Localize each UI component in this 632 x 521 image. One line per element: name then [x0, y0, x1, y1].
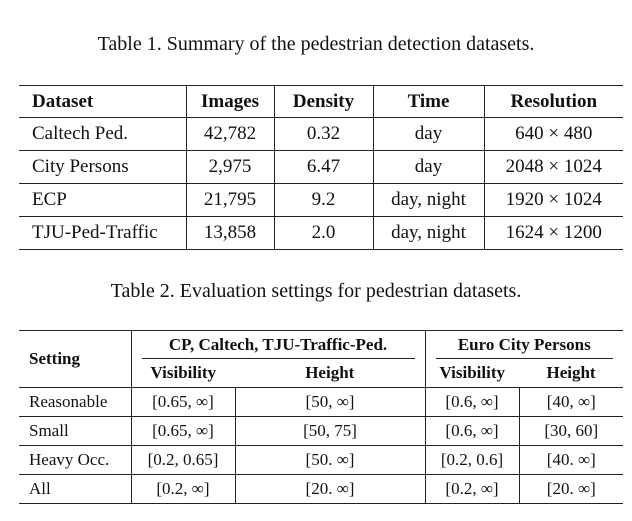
- cell-resolution: 640 × 480: [484, 118, 623, 151]
- cell-setting: Small: [19, 417, 131, 446]
- subheader-height: Height: [235, 359, 425, 388]
- header-group-euro-city-persons: [425, 331, 623, 360]
- cell-height: [50, 75]: [235, 417, 425, 446]
- table-row: [19, 446, 623, 475]
- cell-setting: Heavy Occ.: [19, 446, 131, 475]
- table-group-header-row: [19, 331, 623, 360]
- header-dataset: Dataset: [19, 86, 186, 118]
- cell-time: day: [373, 118, 484, 151]
- cell-time: day, night: [373, 217, 484, 250]
- cell-height: [50, ∞]: [235, 388, 425, 417]
- table-row: [19, 217, 623, 250]
- table-row: [19, 118, 623, 151]
- cell-images: 2,975: [186, 151, 274, 184]
- table2-caption: Table 2. Evaluation settings for pedestrian datasets.: [110, 280, 522, 302]
- cell-height: [30, 60]: [519, 417, 623, 446]
- cell-density: 0.32: [274, 118, 373, 151]
- cell-visibility: [0.65, ∞]: [131, 417, 235, 446]
- cell-visibility: [0.2, ∞]: [425, 475, 519, 504]
- table1-caption: Table 1. Summary of the pedestrian detection datasets.: [97, 33, 535, 55]
- cell-density: 9.2: [274, 184, 373, 217]
- cell-resolution: 1624 × 1200: [484, 217, 623, 250]
- table-row: [19, 388, 623, 417]
- cell-setting: All: [19, 475, 131, 504]
- cell-visibility: [0.6, ∞]: [425, 388, 519, 417]
- table-row: [19, 417, 623, 446]
- cell-height: [40, ∞]: [519, 388, 623, 417]
- cell-height: [50. ∞]: [235, 446, 425, 475]
- cell-height: [20. ∞]: [235, 475, 425, 504]
- table-row: [19, 475, 623, 504]
- datasets-summary-table: [19, 85, 623, 250]
- header-setting: Setting: [19, 331, 131, 388]
- header-time: Time: [373, 86, 484, 118]
- cell-time: day, night: [373, 184, 484, 217]
- cell-density: 6.47: [274, 151, 373, 184]
- cell-setting: Reasonable: [19, 388, 131, 417]
- subheader-visibility: Visibility: [131, 359, 235, 388]
- subheader-visibility: Visibility: [425, 359, 519, 388]
- cell-visibility: [0.6, ∞]: [425, 417, 519, 446]
- cell-visibility: [0.2, 0.65]: [131, 446, 235, 475]
- evaluation-settings-table: [19, 330, 623, 504]
- cell-dataset: Caltech Ped.: [19, 118, 186, 151]
- header-images: Images: [186, 86, 274, 118]
- header-density: Density: [274, 86, 373, 118]
- cell-visibility: [0.65, ∞]: [131, 388, 235, 417]
- cell-time: day: [373, 151, 484, 184]
- group-label: CP, Caltech, TJU-Traffic-Ped.: [142, 331, 415, 359]
- subheader-height: Height: [519, 359, 623, 388]
- table-header-row: [19, 86, 623, 118]
- table-row: [19, 151, 623, 184]
- cell-resolution: 2048 × 1024: [484, 151, 623, 184]
- cell-images: 13,858: [186, 217, 274, 250]
- header-resolution: Resolution: [484, 86, 623, 118]
- cell-images: 42,782: [186, 118, 274, 151]
- cell-dataset: TJU-Ped-Traffic: [19, 217, 186, 250]
- cell-height: [40. ∞]: [519, 446, 623, 475]
- group-label: Euro City Persons: [436, 331, 614, 359]
- cell-dataset: City Persons: [19, 151, 186, 184]
- cell-dataset: ECP: [19, 184, 186, 217]
- table-row: [19, 184, 623, 217]
- cell-resolution: 1920 × 1024: [484, 184, 623, 217]
- cell-visibility: [0.2, ∞]: [131, 475, 235, 504]
- cell-images: 21,795: [186, 184, 274, 217]
- cell-density: 2.0: [274, 217, 373, 250]
- cell-visibility: [0.2, 0.6]: [425, 446, 519, 475]
- cell-height: [20. ∞]: [519, 475, 623, 504]
- header-group-cp-caltech-tju: [131, 331, 425, 360]
